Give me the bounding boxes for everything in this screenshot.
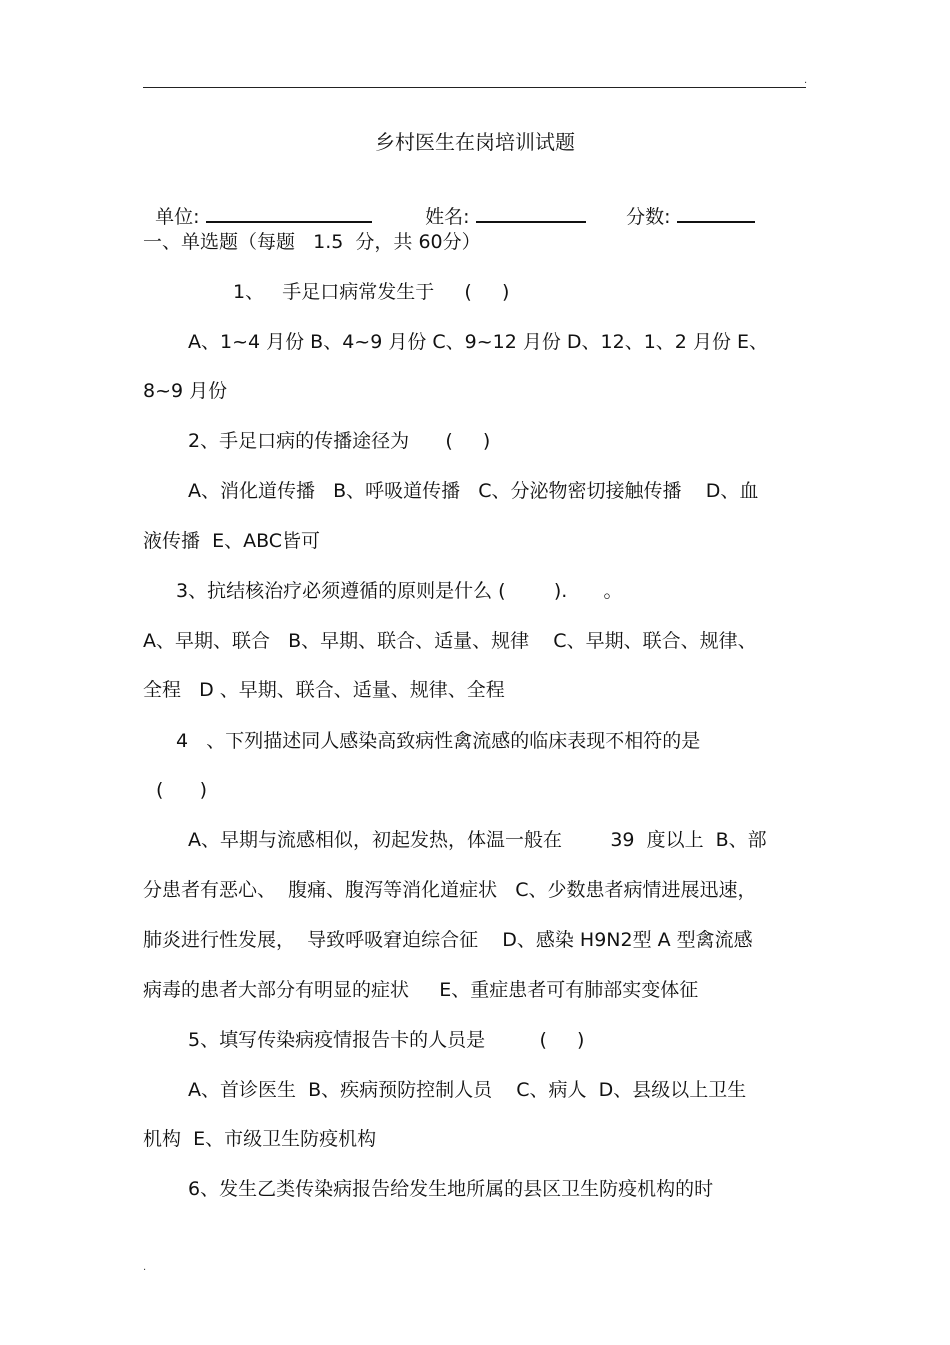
unit-blank[interactable] [206,207,372,223]
question-line: 1、 手足口病常发生于 ( ) [233,281,510,303]
option-line: A、首诊医生 B、疾病预防控制人员 C、病人 D、县级以上卫生 [188,1079,747,1101]
unit-field [143,181,372,229]
corner-dot-top: . [804,75,808,86]
name-blank[interactable] [476,207,586,223]
option-line: 分患者有恶心、 腹痛、腹泻等消化道症状 C、少数患者病情进展迅速， [143,879,757,901]
question-line: 4 、下列描述同人感染高致病性禽流感的临床表现不相符的是 [176,730,701,752]
question-line: ( ) [156,779,208,801]
question-line: 2、手足口病的传播途径为 ( ) [188,430,491,452]
name-field [413,181,586,229]
page-title: 乡村医生在岗培训试题 [375,130,575,154]
question-line: 5、填写传染病疫情报告卡的人员是 ( ) [188,1029,585,1051]
option-line: 液传播 E、ABC皆可 [143,530,321,552]
option-line: A、早期与流感相似，初起发热，体温一般在 39 度以上 B、部 [188,829,767,851]
option-line: 机构 E、市级卫生防疫机构 [143,1128,377,1150]
score-label: 分数: [626,206,671,228]
question-line: 6、发生乙类传染病报告给发生地所属的县区卫生防疫机构的时 [188,1178,714,1200]
option-line: 8~9 月份 [143,380,228,402]
score-field [614,181,755,229]
option-line: 肺炎进行性发展， 导致呼吸窘迫综合征 D、感染 H9N2型 A 型禽流感 [143,929,753,951]
option-line: 全程 D 、早期、联合、适量、规律、全程 [143,679,505,701]
question-line: 3、抗结核治疗必须遵循的原则是什么 ( ). 。 [176,580,623,602]
header-rule [143,87,806,88]
section-heading: 一、单选题（每题 1.5 分，共 60分） [143,231,481,253]
unit-label: 单位: [155,206,200,228]
score-blank[interactable] [677,207,755,223]
option-line: 病毒的患者大部分有明显的症状 E、重症患者可有肺部实变体征 [143,979,699,1001]
option-line: A、早期、联合 B、早期、联合、适量、规律 C、早期、联合、规律、 [143,630,757,652]
name-label: 姓名: [425,206,470,228]
corner-dot-bottom: . [143,1262,147,1273]
option-line: A、1~4 月份 B、4~9 月份 C、9~12 月份 D、12、1、2 月份 E、 [188,331,768,353]
option-line: A、消化道传播 B、呼吸道传播 C、分泌物密切接触传播 D、血 [188,480,759,502]
